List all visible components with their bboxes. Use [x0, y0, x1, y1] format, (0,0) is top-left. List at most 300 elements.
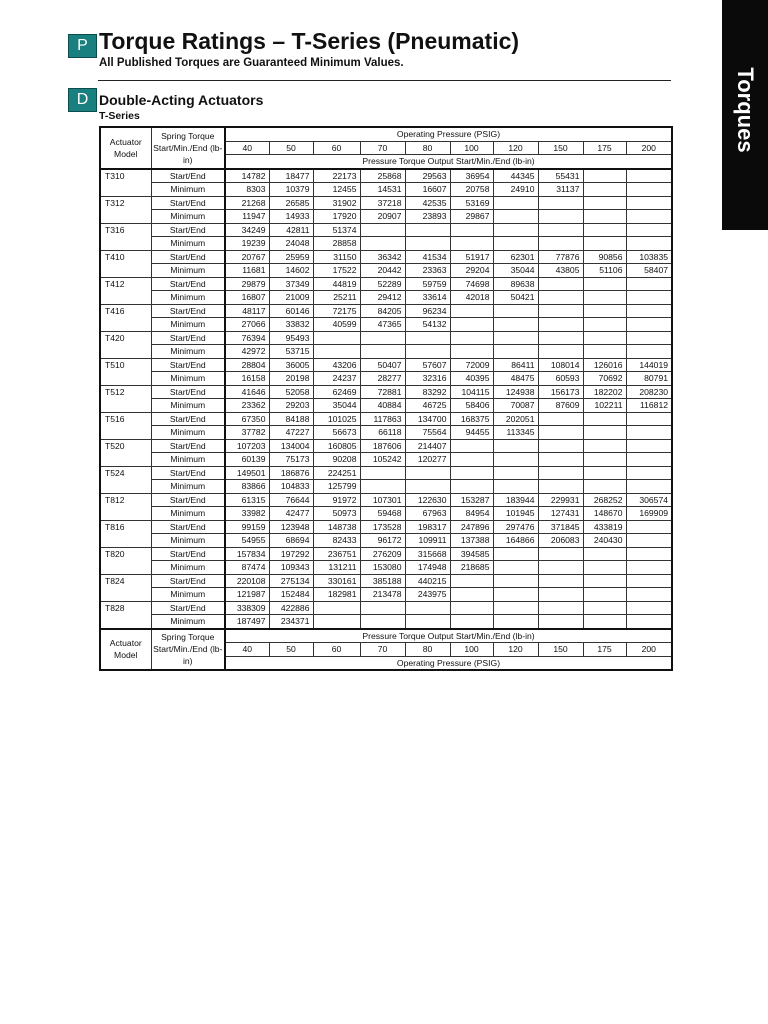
torque-value-cell: [626, 169, 672, 183]
torque-value-cell: [538, 304, 583, 318]
torque-value-cell: 96234: [405, 304, 450, 318]
actuator-model-cell: T416: [100, 304, 151, 331]
torque-value-cell: 68694: [269, 534, 313, 548]
torque-value-cell: 109911: [405, 534, 450, 548]
torque-value-cell: [583, 331, 626, 345]
torque-value-cell: [583, 169, 626, 183]
torque-value-cell: 168375: [450, 412, 493, 426]
torque-value-cell: [450, 574, 493, 588]
torque-value-cell: 164866: [493, 534, 538, 548]
torque-value-cell: 83866: [225, 480, 269, 494]
table-row: [100, 480, 672, 494]
pressure-value: 175: [583, 141, 626, 155]
torque-value-cell: 153080: [360, 561, 405, 575]
actuator-model-cell: T316: [100, 223, 151, 250]
torque-value-cell: 101025: [313, 412, 360, 426]
torque-value-cell: 20758: [450, 183, 493, 197]
torque-value-cell: 24048: [269, 237, 313, 251]
torque-value-cell: 234371: [269, 615, 313, 629]
torque-value-cell: [538, 561, 583, 575]
table-row: [100, 358, 672, 372]
torque-value-cell: [450, 601, 493, 615]
torque-value-cell: [583, 574, 626, 588]
torque-value-cell: [493, 466, 538, 480]
torque-value-cell: 218685: [450, 561, 493, 575]
torque-value-cell: [493, 439, 538, 453]
torque-value-cell: [313, 615, 360, 629]
torque-value-cell: 82433: [313, 534, 360, 548]
torque-value-cell: [493, 480, 538, 494]
table-row: [100, 223, 672, 237]
table-row: [100, 331, 672, 345]
start-end-label: Start/End: [151, 358, 225, 372]
torque-value-cell: [626, 196, 672, 210]
operating-pressure-footer: Operating Pressure (PSIG): [225, 656, 672, 670]
torque-value-cell: [583, 615, 626, 629]
torque-value-cell: 433819: [583, 520, 626, 534]
actuator-model-cell: T524: [100, 466, 151, 493]
torque-value-cell: 17522: [313, 264, 360, 278]
torque-value-cell: 42535: [405, 196, 450, 210]
torque-value-cell: [360, 345, 405, 359]
start-end-label: Start/End: [151, 223, 225, 237]
torque-value-cell: [450, 318, 493, 332]
torque-value-cell: 229931: [538, 493, 583, 507]
torque-value-cell: 51917: [450, 250, 493, 264]
torque-value-cell: [360, 223, 405, 237]
torque-value-cell: [493, 561, 538, 575]
torque-value-cell: [626, 588, 672, 602]
torque-value-cell: 385188: [360, 574, 405, 588]
torque-value-cell: 120277: [405, 453, 450, 467]
torque-value-cell: 14602: [269, 264, 313, 278]
torque-value-cell: 206083: [538, 534, 583, 548]
torque-value-cell: [450, 480, 493, 494]
torque-value-cell: 182202: [583, 385, 626, 399]
actuator-model-cell: T512: [100, 385, 151, 412]
torque-value-cell: [538, 588, 583, 602]
torque-value-cell: 25959: [269, 250, 313, 264]
torque-value-cell: [493, 588, 538, 602]
torque-value-cell: [583, 439, 626, 453]
torque-value-cell: 214407: [405, 439, 450, 453]
torque-value-cell: [583, 318, 626, 332]
start-end-label: Start/End: [151, 304, 225, 318]
torque-value-cell: 87474: [225, 561, 269, 575]
torques-side-tab: [722, 0, 768, 230]
torque-value-cell: [583, 601, 626, 615]
torque-value-cell: [626, 210, 672, 224]
torque-value-cell: [583, 561, 626, 575]
torque-value-cell: 116812: [626, 399, 672, 413]
torque-value-cell: 29204: [450, 264, 493, 278]
minimum-label: Minimum: [151, 372, 225, 386]
torque-value-cell: 25211: [313, 291, 360, 305]
torque-value-cell: 103835: [626, 250, 672, 264]
table-row: [100, 439, 672, 453]
page-subtitle: All Published Torques are Guaranteed Minimum Values.: [99, 57, 404, 69]
pressure-value: 80: [405, 141, 450, 155]
series-label: T-Series: [99, 110, 140, 122]
torque-value-cell: 51374: [313, 223, 360, 237]
torque-value-cell: 32316: [405, 372, 450, 386]
torque-value-cell: 43805: [538, 264, 583, 278]
torque-value-cell: [405, 466, 450, 480]
torque-value-cell: 29412: [360, 291, 405, 305]
torque-value-cell: 23363: [405, 264, 450, 278]
torque-value-cell: 96172: [360, 534, 405, 548]
torque-value-cell: 22173: [313, 169, 360, 183]
torque-value-cell: [626, 615, 672, 629]
torque-value-cell: [493, 345, 538, 359]
table-row: [100, 466, 672, 480]
pressure-value: 175: [583, 643, 626, 657]
torque-value-cell: 236751: [313, 547, 360, 561]
minimum-label: Minimum: [151, 264, 225, 278]
torque-value-cell: 11947: [225, 210, 269, 224]
spring-torque-footer: Spring Torque Start/Min./End (lb-in): [151, 629, 225, 671]
torque-value-cell: [626, 345, 672, 359]
torque-value-cell: [538, 412, 583, 426]
torque-value-cell: 76394: [225, 331, 269, 345]
torque-value-cell: 21009: [269, 291, 313, 305]
torque-value-cell: 50421: [493, 291, 538, 305]
torque-value-cell: 101945: [493, 507, 538, 521]
torque-value-cell: 117863: [360, 412, 405, 426]
torque-value-cell: 169909: [626, 507, 672, 521]
pressure-value: 200: [626, 643, 672, 657]
torque-value-cell: [493, 331, 538, 345]
actuator-model-footer: Actuator Model: [100, 629, 151, 671]
torque-value-cell: 44345: [493, 169, 538, 183]
torque-value-cell: [493, 223, 538, 237]
torque-value-cell: 109343: [269, 561, 313, 575]
torque-value-cell: [583, 345, 626, 359]
torque-value-cell: 47227: [269, 426, 313, 440]
torque-value-cell: [538, 480, 583, 494]
torque-value-cell: [313, 345, 360, 359]
pressure-output-footer: Pressure Torque Output Start/Min./End (lb-in): [225, 629, 672, 643]
torque-value-cell: 29867: [450, 210, 493, 224]
torque-table: [99, 126, 673, 671]
torque-value-cell: 113345: [493, 426, 538, 440]
start-end-label: Start/End: [151, 169, 225, 183]
torque-value-cell: 51106: [583, 264, 626, 278]
torque-value-cell: [626, 331, 672, 345]
torque-value-cell: 35044: [493, 264, 538, 278]
actuator-model-cell: T816: [100, 520, 151, 547]
torque-value-cell: [583, 223, 626, 237]
torque-value-cell: [450, 453, 493, 467]
table-row: [100, 196, 672, 210]
torque-value-cell: 67963: [405, 507, 450, 521]
torque-value-cell: 29203: [269, 399, 313, 413]
torque-value-cell: 275134: [269, 574, 313, 588]
table-row: [100, 385, 672, 399]
torque-value-cell: 50407: [360, 358, 405, 372]
actuator-model-cell: T310: [100, 169, 151, 197]
torque-value-cell: 94455: [450, 426, 493, 440]
torque-value-cell: [493, 196, 538, 210]
torque-value-cell: [626, 601, 672, 615]
torque-value-cell: 60593: [538, 372, 583, 386]
torque-value-cell: [583, 588, 626, 602]
actuator-model-cell: T410: [100, 250, 151, 277]
torque-value-cell: 14531: [360, 183, 405, 197]
torque-value-cell: 104115: [450, 385, 493, 399]
torque-table-body: [100, 127, 672, 670]
torque-value-cell: 183944: [493, 493, 538, 507]
table-row: [100, 493, 672, 507]
torque-value-cell: 48475: [493, 372, 538, 386]
double-acting-badge: D: [68, 88, 97, 112]
torque-value-cell: 20767: [225, 250, 269, 264]
torque-value-cell: 55431: [538, 169, 583, 183]
pressure-value: 120: [493, 141, 538, 155]
table-row: [100, 210, 672, 224]
table-row: [100, 534, 672, 548]
torque-value-cell: 27066: [225, 318, 269, 332]
torque-value-cell: [538, 196, 583, 210]
torque-value-cell: 160805: [313, 439, 360, 453]
torque-value-cell: 21268: [225, 196, 269, 210]
table-row: [100, 615, 672, 629]
torque-value-cell: 40395: [450, 372, 493, 386]
torque-value-cell: 83292: [405, 385, 450, 399]
pressure-value: 150: [538, 643, 583, 657]
table-row: [100, 399, 672, 413]
start-end-label: Start/End: [151, 601, 225, 615]
torque-value-cell: 52289: [360, 277, 405, 291]
torque-value-cell: 67350: [225, 412, 269, 426]
torque-value-cell: 33982: [225, 507, 269, 521]
torque-value-cell: 220108: [225, 574, 269, 588]
torque-value-cell: 36954: [450, 169, 493, 183]
torque-value-cell: [626, 466, 672, 480]
actuator-model-cell: T516: [100, 412, 151, 439]
minimum-label: Minimum: [151, 588, 225, 602]
torque-value-cell: [313, 601, 360, 615]
torque-value-cell: 422886: [269, 601, 313, 615]
start-end-label: Start/End: [151, 196, 225, 210]
torque-value-cell: 121987: [225, 588, 269, 602]
torque-value-cell: 41534: [405, 250, 450, 264]
table-row: [100, 372, 672, 386]
table-row: [100, 291, 672, 305]
torque-value-cell: 20198: [269, 372, 313, 386]
torque-value-cell: 12455: [313, 183, 360, 197]
torque-value-cell: [538, 574, 583, 588]
torque-value-cell: [538, 466, 583, 480]
torque-value-cell: 90856: [583, 250, 626, 264]
torque-value-cell: 394585: [450, 547, 493, 561]
torque-value-cell: 52058: [269, 385, 313, 399]
table-row: [100, 304, 672, 318]
start-end-label: Start/End: [151, 547, 225, 561]
torque-value-cell: [583, 412, 626, 426]
torque-value-cell: 42018: [450, 291, 493, 305]
torque-value-cell: [360, 331, 405, 345]
torque-value-cell: 149501: [225, 466, 269, 480]
torque-value-cell: 23362: [225, 399, 269, 413]
pressure-value: 70: [360, 141, 405, 155]
table-row: [100, 318, 672, 332]
table-row: [100, 601, 672, 615]
torque-value-cell: [538, 318, 583, 332]
torque-value-cell: [538, 345, 583, 359]
torque-value-cell: 84205: [360, 304, 405, 318]
footer-output-row: [100, 629, 672, 643]
actuator-model-header: Actuator Model: [100, 127, 151, 169]
torque-value-cell: 152484: [269, 588, 313, 602]
torque-value-cell: 104833: [269, 480, 313, 494]
torque-value-cell: 243975: [405, 588, 450, 602]
torque-value-cell: 20442: [360, 264, 405, 278]
minimum-label: Minimum: [151, 291, 225, 305]
torque-value-cell: 70087: [493, 399, 538, 413]
torque-value-cell: 297476: [493, 520, 538, 534]
torque-value-cell: [493, 237, 538, 251]
torque-value-cell: 134700: [405, 412, 450, 426]
torque-value-cell: 371845: [538, 520, 583, 534]
torque-value-cell: [626, 520, 672, 534]
torque-value-cell: 48117: [225, 304, 269, 318]
torque-value-cell: 186876: [269, 466, 313, 480]
torque-value-cell: 198317: [405, 520, 450, 534]
torque-value-cell: 56673: [313, 426, 360, 440]
table-row: [100, 169, 672, 183]
side-tab-label: Torques: [733, 67, 758, 153]
table-row: [100, 547, 672, 561]
torque-value-cell: 57607: [405, 358, 450, 372]
torque-value-cell: [583, 547, 626, 561]
torque-value-cell: 124938: [493, 385, 538, 399]
pressure-value: 120: [493, 643, 538, 657]
torque-value-cell: 66118: [360, 426, 405, 440]
minimum-label: Minimum: [151, 480, 225, 494]
torque-value-cell: [360, 615, 405, 629]
torque-value-cell: 107301: [360, 493, 405, 507]
torque-value-cell: 11681: [225, 264, 269, 278]
actuator-model-cell: T520: [100, 439, 151, 466]
torque-value-cell: 18477: [269, 169, 313, 183]
start-end-label: Start/End: [151, 385, 225, 399]
torque-value-cell: 148738: [313, 520, 360, 534]
torque-value-cell: [450, 439, 493, 453]
table-row: [100, 183, 672, 197]
torque-value-cell: [450, 615, 493, 629]
torque-value-cell: 137388: [450, 534, 493, 548]
torque-value-cell: 24237: [313, 372, 360, 386]
torque-value-cell: 122630: [405, 493, 450, 507]
torque-value-cell: 131211: [313, 561, 360, 575]
torque-value-cell: [493, 601, 538, 615]
torque-value-cell: [626, 561, 672, 575]
torque-value-cell: 36005: [269, 358, 313, 372]
torque-value-cell: [450, 237, 493, 251]
torque-value-cell: 102211: [583, 399, 626, 413]
torque-value-cell: [493, 318, 538, 332]
start-end-label: Start/End: [151, 331, 225, 345]
torque-value-cell: [626, 426, 672, 440]
torque-value-cell: 91972: [313, 493, 360, 507]
torque-value-cell: 23893: [405, 210, 450, 224]
torque-value-cell: 72009: [450, 358, 493, 372]
torque-value-cell: 14782: [225, 169, 269, 183]
torque-value-cell: 156173: [538, 385, 583, 399]
torque-value-cell: 60139: [225, 453, 269, 467]
torque-value-cell: 36342: [360, 250, 405, 264]
torque-value-cell: 19239: [225, 237, 269, 251]
torque-value-cell: 338309: [225, 601, 269, 615]
torque-value-cell: [583, 210, 626, 224]
torque-value-cell: 43206: [313, 358, 360, 372]
torque-value-cell: 99159: [225, 520, 269, 534]
torque-value-cell: [538, 331, 583, 345]
torque-value-cell: 80791: [626, 372, 672, 386]
torque-value-cell: 208230: [626, 385, 672, 399]
start-end-label: Start/End: [151, 439, 225, 453]
torque-value-cell: [493, 304, 538, 318]
minimum-label: Minimum: [151, 210, 225, 224]
torque-value-cell: [493, 453, 538, 467]
torque-value-cell: 187497: [225, 615, 269, 629]
torque-value-cell: 16807: [225, 291, 269, 305]
torque-value-cell: 70692: [583, 372, 626, 386]
torque-value-cell: 20907: [360, 210, 405, 224]
torque-value-cell: 14933: [269, 210, 313, 224]
pressure-value: 60: [313, 643, 360, 657]
torque-value-cell: 127431: [538, 507, 583, 521]
torque-value-cell: [583, 466, 626, 480]
minimum-label: Minimum: [151, 237, 225, 251]
torque-value-cell: [450, 345, 493, 359]
torque-value-cell: 34249: [225, 223, 269, 237]
torque-value-cell: 26585: [269, 196, 313, 210]
torque-value-cell: [450, 223, 493, 237]
torque-value-cell: [626, 223, 672, 237]
table-row: [100, 453, 672, 467]
minimum-label: Minimum: [151, 426, 225, 440]
torque-value-cell: 59759: [405, 277, 450, 291]
torque-value-cell: [626, 237, 672, 251]
torque-value-cell: 8303: [225, 183, 269, 197]
torque-value-cell: 72175: [313, 304, 360, 318]
torque-value-cell: [405, 331, 450, 345]
torque-value-cell: 54132: [405, 318, 450, 332]
torque-value-cell: 24910: [493, 183, 538, 197]
pressure-value: 50: [269, 643, 313, 657]
torque-value-cell: 28858: [313, 237, 360, 251]
torque-value-cell: 17920: [313, 210, 360, 224]
pressure-value: 40: [225, 643, 269, 657]
start-end-label: Start/End: [151, 493, 225, 507]
pneumatic-badge: P: [68, 34, 97, 58]
torque-value-cell: [583, 196, 626, 210]
torque-value-cell: 330161: [313, 574, 360, 588]
table-row: [100, 412, 672, 426]
torque-value-cell: 58406: [450, 399, 493, 413]
torque-value-cell: [538, 547, 583, 561]
torque-value-cell: 41646: [225, 385, 269, 399]
torque-value-cell: 42972: [225, 345, 269, 359]
table-row: [100, 237, 672, 251]
torque-value-cell: [360, 601, 405, 615]
torque-value-cell: 90208: [313, 453, 360, 467]
minimum-label: Minimum: [151, 561, 225, 575]
start-end-label: Start/End: [151, 250, 225, 264]
torque-value-cell: [493, 210, 538, 224]
